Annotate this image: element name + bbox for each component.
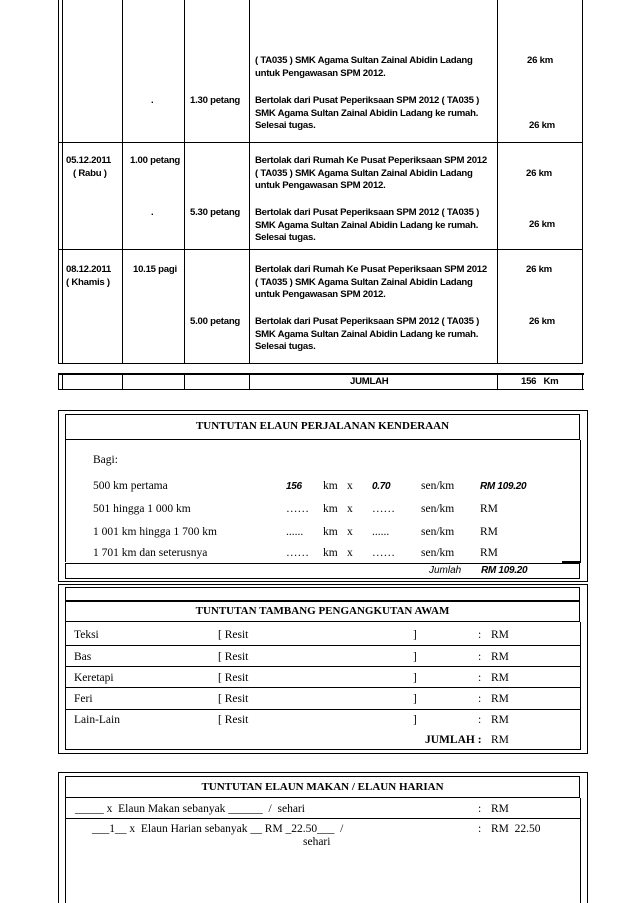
row-divider	[58, 249, 583, 250]
fare-colon: :	[478, 629, 482, 641]
fare-colon: :	[478, 672, 482, 684]
trip-date: 05.12.2011	[66, 155, 111, 166]
trip-day: ( Khamis )	[66, 277, 110, 288]
tier-times: x	[347, 480, 353, 492]
trip-distance: 26 km	[529, 219, 555, 230]
fare-receipt-close: ]	[413, 629, 417, 641]
fare-amount: RM	[491, 693, 509, 705]
tier-rate: 0.70	[372, 481, 391, 492]
fare-label: Teksi	[74, 629, 99, 641]
fares-total-label: JUMLAH :	[425, 734, 482, 746]
fare-colon: :	[478, 714, 482, 726]
tier-km: ……	[286, 547, 309, 559]
trip-time: 1.30 petang	[190, 95, 241, 106]
trip-destination: Bertolak dari Rumah Ke Pusat Peperiksaan SPM 2012 ( TA035 ) SMK Agama Sultan Zainal Abidin Ladang untuk Pengawasan SPM 2012.	[255, 155, 487, 192]
meals-row-divider	[65, 818, 581, 819]
tier-km: ......	[286, 526, 304, 538]
tier-amount: RM	[480, 503, 498, 515]
fare-receipt: [ Resit	[218, 714, 249, 726]
trip-destination: Bertolak dari Rumah Ke Pusat Peperiksaan SPM 2012 ( TA035 ) SMK Agama Sultan Zainal Abidin Ladang untuk Pengawasan SPM 2012.	[255, 264, 487, 301]
daily-allowance-amount: RM 22.50	[491, 823, 541, 835]
tier-amount: RM 109.20	[480, 481, 527, 492]
trip-distance: 26 km	[526, 168, 552, 179]
fare-receipt: [ Resit	[218, 629, 249, 641]
tier-times: x	[347, 547, 353, 559]
tier-label: 500 km pertama	[93, 480, 168, 492]
tier-km: 156	[286, 481, 302, 492]
tier-times: x	[347, 503, 353, 515]
col-divider	[122, 373, 123, 390]
meal-allowance-colon: :	[478, 803, 482, 815]
col-divider	[58, 373, 59, 390]
mileage-inner-right	[580, 440, 581, 562]
trip-destination: Bertolak dari Pusat Peperiksaan SPM 2012 ( TA035 ) SMK Agama Sultan Zainal Abidin Ladang ke rumah. Selesai tugas.	[255, 95, 480, 132]
fare-row-divider	[65, 645, 581, 646]
fares-title: TUNTUTAN TAMBANG PENGANGKUTAN AWAM	[195, 605, 450, 617]
daily-allowance-cont: sehari	[303, 836, 331, 848]
col-divider	[249, 0, 250, 364]
row-divider	[58, 363, 583, 364]
tier-km-unit: km	[323, 526, 338, 538]
tier-unit: sen/km	[421, 480, 455, 492]
trip-destination: Bertolak dari Pusat Peperiksaan SPM 2012 ( TA035 ) SMK Agama Sultan Zainal Abidin Ladang ke rumah. Selesai tugas.	[255, 316, 480, 353]
table-border-left-inner	[62, 0, 63, 364]
fare-row-divider	[65, 709, 581, 710]
fares-bottom	[65, 749, 581, 750]
col-divider	[582, 373, 583, 390]
total-row-top-border	[58, 373, 584, 375]
trip-date-dot: .	[151, 207, 154, 218]
mileage-total-value: RM 109.20	[481, 565, 528, 576]
tier-label: 1 701 km dan seterusnya	[93, 547, 208, 559]
row-divider	[58, 142, 583, 143]
tier-rate: ......	[372, 526, 390, 538]
mileage-inner-left	[65, 440, 66, 562]
daily-allowance-line: ___1__ x Elaun Harian sebanyak __ RM _22.50___ /	[92, 823, 344, 835]
total-label: JUMLAH	[350, 376, 389, 387]
tier-label: 501 hingga 1 000 km	[93, 503, 191, 515]
tier-amount: RM	[480, 526, 498, 538]
fares-spacer-box	[65, 587, 580, 601]
meal-allowance-amount: RM	[491, 803, 509, 815]
fare-colon: :	[478, 651, 482, 663]
trip-time: 10.15 pagi	[133, 264, 177, 275]
trip-time: 1.00 petang	[130, 155, 181, 166]
trip-distance: 26 km	[526, 264, 552, 275]
trip-time: 5.30 petang	[190, 207, 241, 218]
tier-km-unit: km	[323, 503, 338, 515]
tier-times: x	[347, 526, 353, 538]
tier-amount: RM	[480, 547, 498, 559]
trip-destination: ( TA035 ) SMK Agama Sultan Zainal Abidin Ladang untuk Pengawasan SPM 2012.	[255, 55, 473, 79]
fare-colon: :	[478, 693, 482, 705]
mileage-total-label: Jumlah	[429, 565, 462, 576]
trip-distance: 26 km	[527, 55, 553, 66]
col-divider	[122, 0, 123, 364]
tier-km: ……	[286, 503, 309, 515]
fare-label: Lain-Lain	[74, 714, 120, 726]
tier-unit: sen/km	[421, 503, 455, 515]
meals-title: TUNTUTAN ELAUN MAKAN / ELAUN HARIAN	[201, 781, 444, 793]
tier-km-unit: km	[323, 480, 338, 492]
fares-inner-left	[65, 622, 66, 750]
total-value: 156 Km	[521, 376, 559, 387]
fare-receipt-close: ]	[413, 693, 417, 705]
trip-date-dot: .	[151, 95, 154, 106]
trip-destination: Bertolak dari Pusat Peperiksaan SPM 2012 ( TA035 ) SMK Agama Sultan Zainal Abidin Ladang ke rumah. Selesai tugas.	[255, 207, 480, 244]
fare-receipt-close: ]	[413, 714, 417, 726]
fare-row-divider	[65, 666, 581, 667]
col-divider	[62, 373, 63, 390]
meals-inner-left	[65, 798, 66, 903]
col-divider	[497, 373, 498, 390]
tier-rate: ……	[372, 503, 395, 515]
fare-receipt-close: ]	[413, 651, 417, 663]
total-row-bottom-border	[58, 389, 584, 390]
tier-unit: sen/km	[421, 547, 455, 559]
fare-receipt-close: ]	[413, 672, 417, 684]
fare-amount: RM	[491, 629, 509, 641]
meals-inner-right	[580, 798, 581, 903]
tier-unit: sen/km	[421, 526, 455, 538]
trip-time: 5.00 petang	[190, 316, 241, 327]
fare-amount: RM	[491, 672, 509, 684]
trip-distance: 26 km	[529, 316, 555, 327]
col-divider	[497, 0, 498, 364]
col-divider	[184, 0, 185, 364]
fare-receipt: [ Resit	[218, 651, 249, 663]
fare-amount: RM	[491, 651, 509, 663]
fares-total-amount: RM	[491, 734, 509, 746]
fare-amount: RM	[491, 714, 509, 726]
trip-distance: 26 km	[529, 120, 555, 131]
fare-label: Feri	[74, 693, 93, 705]
fare-receipt: [ Resit	[218, 672, 249, 684]
fare-label: Keretapi	[74, 672, 114, 684]
trip-day: ( Rabu )	[73, 168, 107, 179]
fare-row-divider	[65, 687, 581, 688]
col-divider	[249, 373, 250, 390]
tier-rate: ……	[372, 547, 395, 559]
fare-label: Bas	[74, 651, 92, 663]
table-border-left	[58, 0, 59, 364]
daily-allowance-colon: :	[478, 823, 482, 835]
fares-inner-right	[580, 622, 581, 750]
meal-allowance-line: _____ x Elaun Makan sebanyak ______ / sehari	[75, 803, 305, 815]
mileage-bagi: Bagi:	[93, 454, 118, 466]
trip-date: 08.12.2011	[66, 264, 111, 275]
mileage-title: TUNTUTAN ELAUN PERJALANAN KENDERAAN	[195, 420, 450, 432]
table-border-right	[582, 0, 583, 364]
tier-km-unit: km	[323, 547, 338, 559]
tier-label: 1 001 km hingga 1 700 km	[93, 526, 217, 538]
fare-receipt: [ Resit	[218, 693, 249, 705]
col-divider	[184, 373, 185, 390]
